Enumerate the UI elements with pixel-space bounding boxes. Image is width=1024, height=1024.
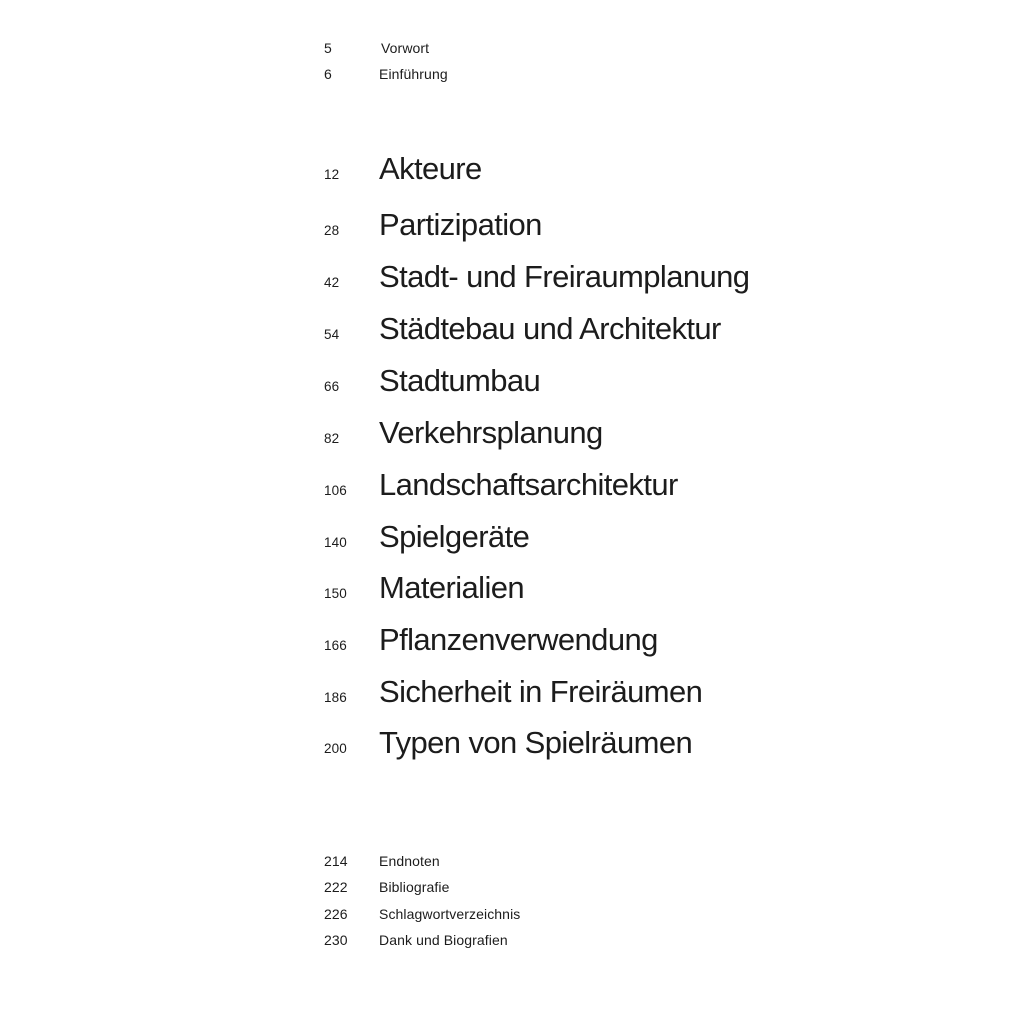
chapter-title: Materialien <box>379 570 525 605</box>
page-number: 166 <box>324 638 347 653</box>
entry-title: Endnoten <box>379 853 440 869</box>
toc-entry-chapter[interactable] <box>324 207 542 243</box>
entry-title: Einführung <box>379 66 448 82</box>
page-number: 200 <box>324 741 347 756</box>
entry-title: Bibliografie <box>379 879 450 895</box>
page-number: 150 <box>324 586 347 601</box>
page-number: 42 <box>324 275 340 290</box>
chapter-title: Verkehrsplanung <box>379 415 603 450</box>
page-number: 12 <box>324 167 340 182</box>
page-number: 222 <box>324 879 348 895</box>
page-number: 226 <box>324 906 348 922</box>
chapter-title: Pflanzenverwendung <box>379 622 658 657</box>
toc-entry-back-matter[interactable] <box>324 906 520 922</box>
chapter-title: Akteure <box>379 151 482 186</box>
toc-entry-front-matter[interactable] <box>324 40 429 56</box>
toc-entry-chapter[interactable] <box>324 570 524 606</box>
page-number: 106 <box>324 483 347 498</box>
chapter-title: Typen von Spielräumen <box>379 725 693 760</box>
toc-entry-chapter[interactable] <box>324 311 721 347</box>
chapter-title: Spielgeräte <box>379 519 530 554</box>
chapter-title: Stadt- und Freiraumplanung <box>379 259 750 294</box>
toc-entry-chapter[interactable] <box>324 415 603 451</box>
toc-entry-chapter[interactable] <box>324 725 692 761</box>
toc-entry-back-matter[interactable] <box>324 879 449 895</box>
toc-entry-chapter[interactable] <box>324 674 702 710</box>
entry-title: Vorwort <box>381 40 430 56</box>
entry-title: Dank und Biografien <box>379 932 508 948</box>
chapter-title: Sicherheit in Freiräumen <box>379 674 703 709</box>
chapter-title: Landschaftsarchitektur <box>379 467 678 502</box>
entry-title: Schlagwortverzeichnis <box>379 906 521 922</box>
toc-entry-chapter[interactable] <box>324 259 749 295</box>
chapter-title: Partizipation <box>379 207 542 242</box>
page-number: 66 <box>324 379 340 394</box>
toc-entry-chapter[interactable] <box>324 151 482 187</box>
page-number: 186 <box>324 690 347 705</box>
toc-entry-front-matter[interactable] <box>324 66 448 82</box>
chapter-title: Stadtumbau <box>379 363 541 398</box>
toc-entry-back-matter[interactable] <box>324 932 508 948</box>
toc-entry-chapter[interactable] <box>324 467 678 503</box>
chapter-title: Städtebau und Architektur <box>379 311 721 346</box>
page-number: 82 <box>324 431 340 446</box>
toc-entry-chapter[interactable] <box>324 622 658 658</box>
page-number: 214 <box>324 853 348 869</box>
page-number: 5 <box>324 40 332 56</box>
page-number: 6 <box>324 66 332 82</box>
page-number: 28 <box>324 223 340 238</box>
page-number: 54 <box>324 327 340 342</box>
page-number: 230 <box>324 932 348 948</box>
page-number: 140 <box>324 535 347 550</box>
toc-entry-back-matter[interactable] <box>324 853 440 869</box>
toc-entry-chapter[interactable] <box>324 363 540 399</box>
toc-entry-chapter[interactable] <box>324 519 529 555</box>
